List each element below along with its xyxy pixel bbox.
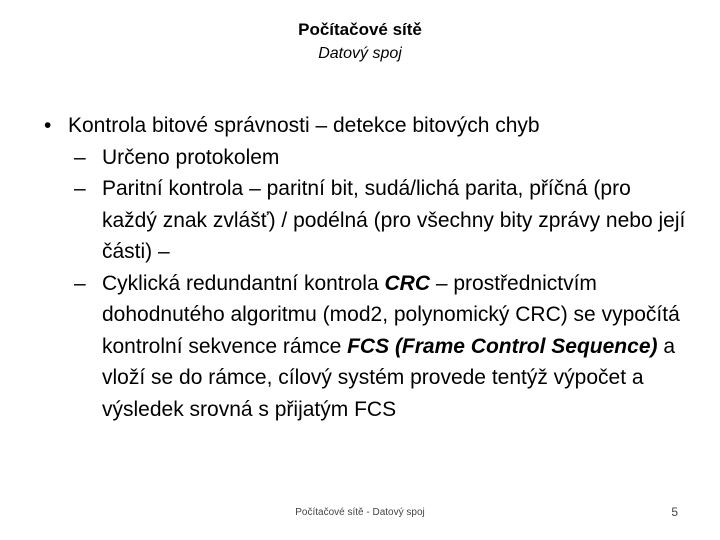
crc-text-1: Cyklická redundantní kontrola	[102, 271, 385, 295]
dash-marker: –	[74, 177, 86, 200]
sub-item-text: Určeno protokolem	[102, 145, 280, 169]
sub-item-parity	[40, 173, 690, 268]
crc-text-2: – prostřednictvím dohodnutého algoritmu (mod2, polynomický CRC) se vypočítá kontrolní sekvence rámce	[102, 271, 680, 358]
slide-footer: Počítačové sítě - Datový spoj	[295, 507, 425, 518]
fcs-term: FCS (Frame Control Sequence)	[347, 334, 658, 358]
dash-marker: –	[74, 145, 86, 169]
bullet-marker: •	[44, 114, 52, 137]
slide-header	[0, 18, 720, 66]
sub-item-crc	[40, 268, 690, 426]
dash-marker: –	[74, 271, 86, 295]
page-number: 5	[671, 505, 678, 519]
crc-text-3: a vloží se do rámce, cílový systém provede tentýž výpočet a výsledek srovná s přijatým FCS	[102, 334, 676, 421]
bullet-text: Kontrola bitové správnosti – detekce bitových chyb	[68, 114, 540, 137]
bullet-item	[40, 110, 690, 142]
slide-title: Počítačové sítě	[298, 20, 422, 39]
slide-content	[40, 110, 690, 425]
slide-subtitle: Datový spoj	[318, 45, 402, 62]
crc-term: CRC	[384, 271, 430, 295]
sub-item-protocol	[40, 142, 690, 174]
sub-item-text: Paritní kontrola – paritní bit, sudá/lichá parita, příčná (pro každý znak zvlášť) / podélná (pro všechny bity zprávy nebo její části) –	[102, 177, 686, 263]
